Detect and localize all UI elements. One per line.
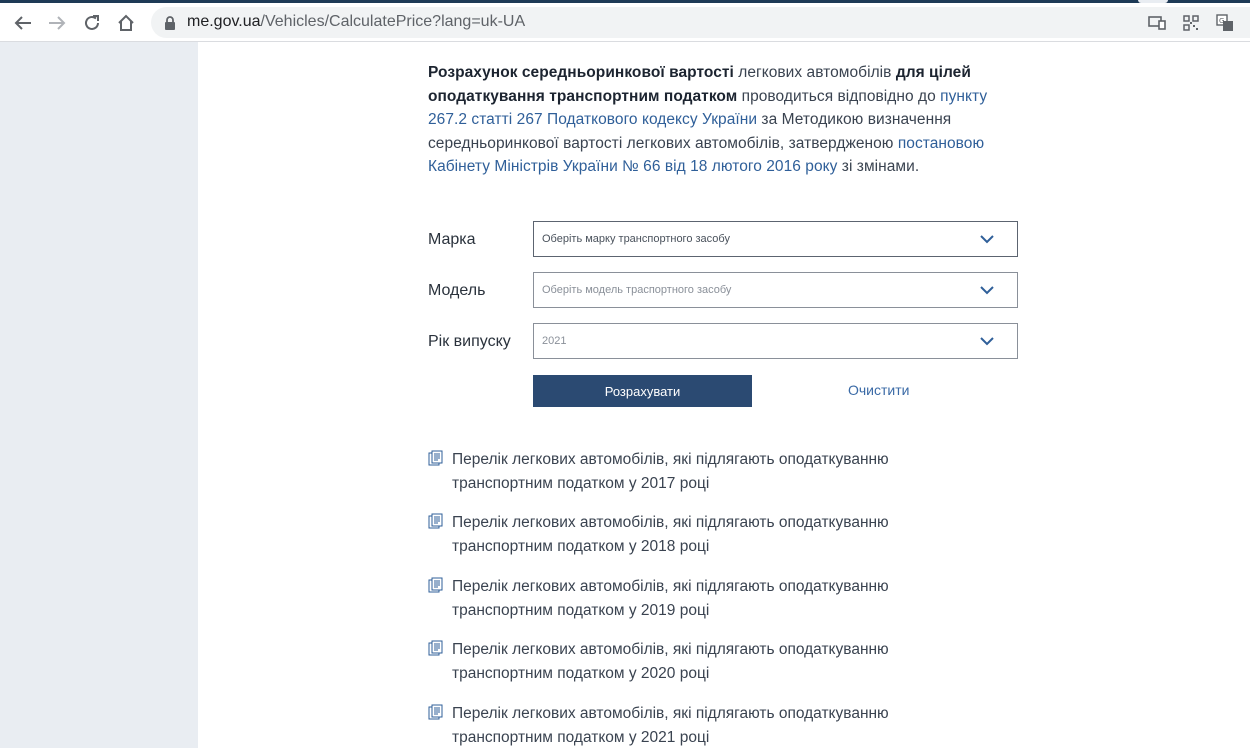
intro-bold-1: Розрахунок середньоринкової вартості	[428, 64, 734, 81]
document-link-label: Перелік легкових автомобілів, які підлягають оподаткуванню транспортним податком у 2018 році	[452, 514, 889, 555]
home-icon	[117, 14, 135, 32]
svg-text:G: G	[1219, 17, 1225, 25]
address-bar[interactable]	[151, 7, 1250, 38]
brand-select-value: Оберіть марку транспортного засобу	[542, 233, 730, 245]
back-icon	[14, 15, 32, 31]
intro-text-4: проводиться відповідно до	[737, 87, 941, 105]
url-path: /Vehicles/CalculatePrice?lang=uk-UA	[260, 13, 526, 30]
brand-select[interactable]	[533, 221, 1018, 257]
intro-text-2: легкових автомобілів	[733, 64, 896, 81]
tax-code-link[interactable]: пункту 267.2 статті 267 Податкового кодексу України	[428, 87, 988, 128]
home-button[interactable]	[112, 9, 140, 37]
url-text[interactable]	[187, 13, 525, 31]
cast-icon	[1148, 16, 1166, 30]
document-link-2019[interactable]	[428, 575, 988, 623]
document-link-2020[interactable]	[428, 638, 988, 686]
intro-bold-3: для цілей оподаткування транспортним податком	[428, 64, 971, 105]
document-icon	[428, 640, 444, 656]
lock-icon	[163, 15, 177, 31]
back-button[interactable]	[9, 9, 37, 37]
translate-button[interactable]	[1214, 13, 1236, 33]
qr-icon	[1183, 15, 1199, 31]
year-select[interactable]	[533, 323, 1018, 359]
resolution-link[interactable]: постановою Кабінету Міністрів України № 66 від 18 лютого 2016 року	[428, 134, 985, 175]
page-content	[198, 42, 1250, 748]
qr-button[interactable]	[1180, 13, 1202, 33]
document-icon	[428, 577, 444, 593]
reload-button[interactable]	[78, 9, 106, 37]
document-link-label: Перелік легкових автомобілів, які підлягають оподаткуванню транспортним податком у 2019 році	[452, 578, 889, 619]
intro-text-5: за Методикою визначення середньоринкової вартості легкових автомобілів, затвердженою	[428, 111, 952, 152]
chevron-down-icon	[979, 284, 995, 296]
intro-text-6: зі змінами.	[837, 158, 920, 175]
forward-button[interactable]	[43, 9, 71, 37]
document-link-label: Перелік легкових автомобілів, які підлягають оподаткуванню транспортним податком у 2021 році	[452, 705, 889, 746]
document-icon	[428, 450, 444, 466]
document-link-2018[interactable]	[428, 511, 988, 559]
model-label: Модель	[428, 282, 486, 299]
model-select[interactable]	[533, 272, 1018, 308]
document-icon	[428, 513, 444, 529]
document-link-2017[interactable]	[428, 448, 988, 496]
forward-icon	[48, 15, 66, 31]
clear-button[interactable]: Очистити	[848, 382, 910, 398]
year-label: Рік випуску	[428, 333, 511, 350]
year-select-value: 2021	[542, 335, 567, 347]
document-link-2021[interactable]	[428, 702, 988, 748]
url-host: me.gov.ua	[187, 13, 261, 30]
calculate-button[interactable]: Розрахувати	[533, 375, 752, 407]
intro-paragraph	[428, 61, 1028, 179]
brand-label: Марка	[428, 231, 476, 248]
translate-icon	[1216, 14, 1234, 32]
reload-icon	[83, 14, 101, 32]
cast-button[interactable]	[1146, 13, 1168, 33]
browser-toolbar	[0, 3, 1250, 42]
document-link-label: Перелік легкових автомобілів, які підлягають оподаткуванню транспортним податком у 2020 році	[452, 641, 889, 682]
document-icon	[428, 704, 444, 720]
model-select-value: Оберіть модель трaспортного засобу	[542, 284, 732, 296]
chevron-down-icon	[979, 233, 995, 245]
chevron-down-icon	[979, 335, 995, 347]
document-link-label: Перелік легкових автомобілів, які підлягають оподаткуванню транспортним податком у 2017 році	[452, 451, 889, 492]
